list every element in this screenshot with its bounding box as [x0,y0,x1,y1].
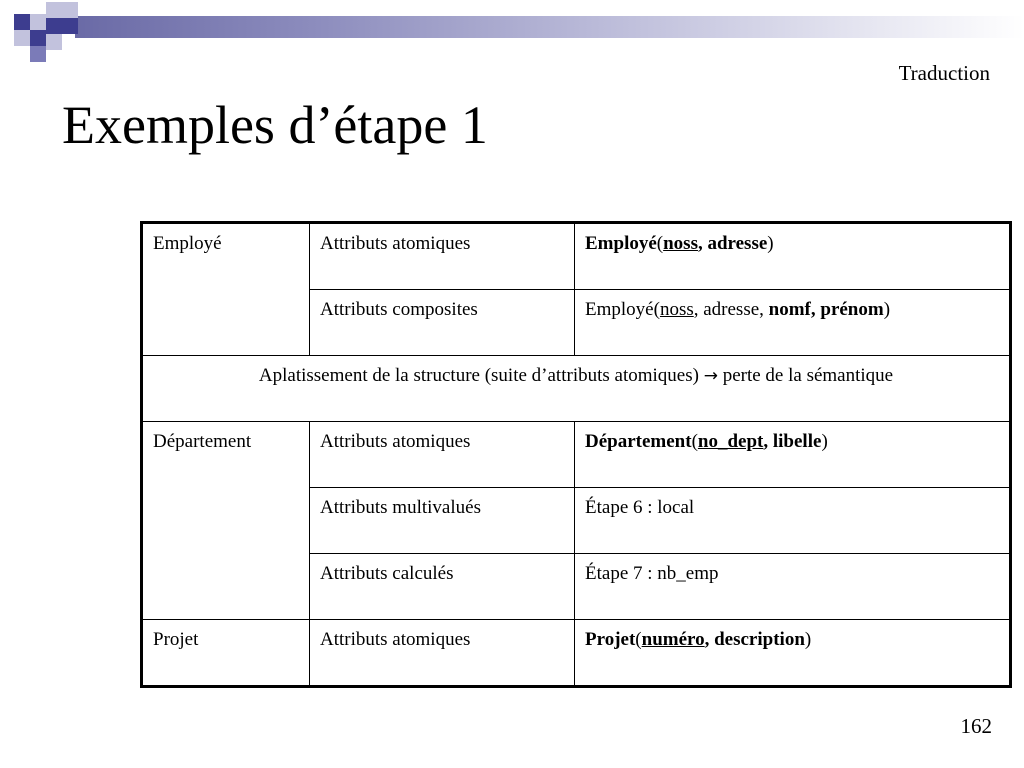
deco-square [46,18,62,34]
close-paren: ) [804,629,812,650]
deco-square [62,18,78,34]
attribute-type-cell: Attributs atomiques [310,620,575,687]
deco-square [46,2,62,18]
separator: , [697,233,708,254]
table-row [142,422,1011,488]
open-paren: ( [635,629,642,650]
deco-square [30,14,46,30]
gradient-bar [75,16,1024,38]
relation-name: Projet [585,629,636,650]
schema-prefix: Employé( [585,299,660,320]
entity-cell: Projet [142,620,310,687]
attribute: adresse [707,233,768,254]
note-text: perte de la sémantique [717,365,894,386]
schema-cell: Étape 7 : nb_emp [575,554,1011,620]
open-paren: ( [691,431,698,452]
attribute-type-cell: Attributs multivalués [310,488,575,554]
section-label: Traduction [898,61,990,85]
entity-cell: Employé [142,223,310,356]
schema-middle: , adresse, [693,299,769,320]
primary-key: no_dept [697,431,764,452]
attribute: description [714,629,805,650]
flatten-note-cell [142,356,1011,422]
relation-name: Département [585,431,692,452]
deco-square [14,30,30,46]
table-row [142,620,1011,687]
schema-cell [575,422,1011,488]
schema-cell [575,223,1011,290]
deco-square [14,14,30,30]
deco-square [46,34,62,50]
note-text: Aplatissement de la structure (suite d’attributs atomiques) [258,365,704,386]
schema-cell [575,290,1011,356]
attribute-type-cell: Attributs atomiques [310,422,575,488]
deco-square [30,46,46,62]
attribute-type-cell: Attributs calculés [310,554,575,620]
attribute: libelle [772,431,822,452]
arrow-right-icon: → [703,366,718,386]
attribute-type-cell: Attributs composites [310,290,575,356]
slide-title: Exemples d’étape 1 [62,95,488,155]
schema-cell [575,620,1011,687]
attribute-type-cell: Attributs atomiques [310,223,575,290]
table-row [142,356,1011,422]
title-decoration [0,0,1024,60]
relation-name: Employé [585,233,657,254]
translation-table [140,221,1012,688]
close-paren: ) [821,431,828,452]
separator: , [763,431,773,452]
open-paren: ( [656,233,664,254]
schema-cell: Étape 6 : local [575,488,1011,554]
table-row [142,223,1011,290]
page-number: 162 [960,714,992,738]
deco-square [62,2,78,18]
close-paren: ) [767,233,774,254]
close-paren: ) [883,299,891,320]
primary-key: noss [663,233,698,254]
deco-square [30,30,46,46]
composite-attributes: nomf, prénom [768,299,884,320]
separator: , [704,629,715,650]
primary-key: numéro [641,629,705,650]
primary-key: noss [659,299,694,320]
entity-cell: Département [142,422,310,620]
